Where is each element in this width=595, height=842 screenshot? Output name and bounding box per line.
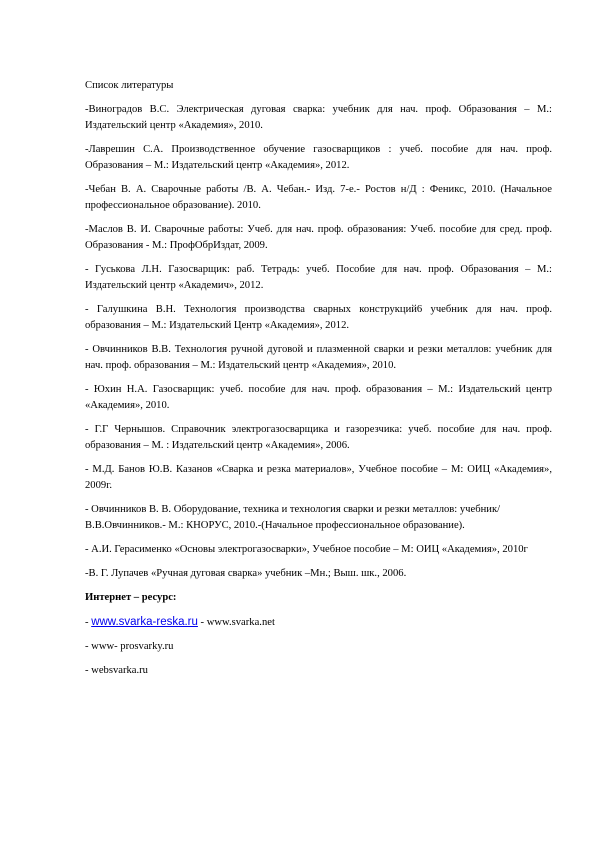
- svarka-reska-link[interactable]: www.svarka-reska.ru: [91, 616, 198, 628]
- reference-item: - Гуськова Л.Н. Газосварщик: раб. Тетрадь: учеб. Пособие для нач. проф. Образования – М.: Издательский центр «Академич», 2012.: [85, 264, 552, 291]
- reference-item: - Овчинников В.В. Технология ручной дуговой и плазменной сварки и резки металлов: учебник для нач. проф. образования – М.: Издательский центр «Академия», 2010.: [85, 344, 552, 371]
- reference-item: -Чебан В. А. Сварочные работы /В. А. Чебан.- Изд. 7-е.- Ростов н/Д : Феникс, 2010. (Начальное профессиональное образование). 2010.: [85, 184, 552, 211]
- reference-item: -Виноградов В.С. Электрическая дуговая сварка: учебник для нач. проф. Образования – М.: Издательский центр «Академия», 2010.: [85, 104, 552, 131]
- reference-item: - М.Д. Банов Ю.В. Казанов «Сварка и резка материалов», Учебное пособие – М: ОИЦ «Академия», 2009г.: [85, 464, 552, 491]
- reference-item: - А.И. Герасименко «Основы электрогазосварки», Учебное пособие – М: ОИЦ «Академия», 2010г: [85, 544, 528, 555]
- reference-item: - Юхин Н.А. Газосварщик: учеб. пособие для нач. проф. образования – М.: Издательский центр «Академия», 2010.: [85, 384, 552, 411]
- document-page: [85, 78, 552, 687]
- reference-item: -Маслов В. И. Сварочные работы: Учеб. для нач. проф. образования: Учеб. пособие для сред. проф. Образования - М.: ПрофОбрИздат, 2009.: [85, 224, 552, 251]
- reference-item: -В. Г. Лупачев «Ручная дуговая сварка» учебник –Мн.; Выш. шк., 2006.: [85, 568, 407, 579]
- web-resource-line: [85, 614, 552, 631]
- reference-item: -Лаврешин С.А. Производственное обучение газосварщиков : учеб. пособие для нач. проф. Образования – М.: Издательский центр «Академия», 2012.: [85, 144, 552, 171]
- web-resource-prefix: -: [85, 617, 92, 628]
- reference-item: - Галушкина В.Н. Технология производства сварных конструкций6 учебник для нач. проф. образования – М.: Издательский Центр «Академия», 2012.: [85, 304, 552, 331]
- reference-item: - Г.Г Чернышов. Справочник электрогазосварщика и газорезчика: учеб. пособие для нач. проф. образования – М. : Издательский центр «Академия», 2006.: [85, 424, 552, 451]
- web-resource-line: - www- prosvarky.ru: [85, 641, 174, 652]
- page-title: Список литературы: [85, 80, 174, 91]
- web-resource-suffix: - www.svarka.net: [197, 617, 275, 628]
- internet-resources-heading: Интернет – ресурс:: [85, 592, 177, 603]
- web-resource-line: - websvarka.ru: [85, 665, 148, 676]
- reference-item: - Овчинников В. В. Оборудование, техника и технология сварки и резки металлов: учебник/ В.В.Овчинников.- М.: КНОРУС, 2010.-(Начальное профессиональное образование).: [85, 504, 501, 531]
